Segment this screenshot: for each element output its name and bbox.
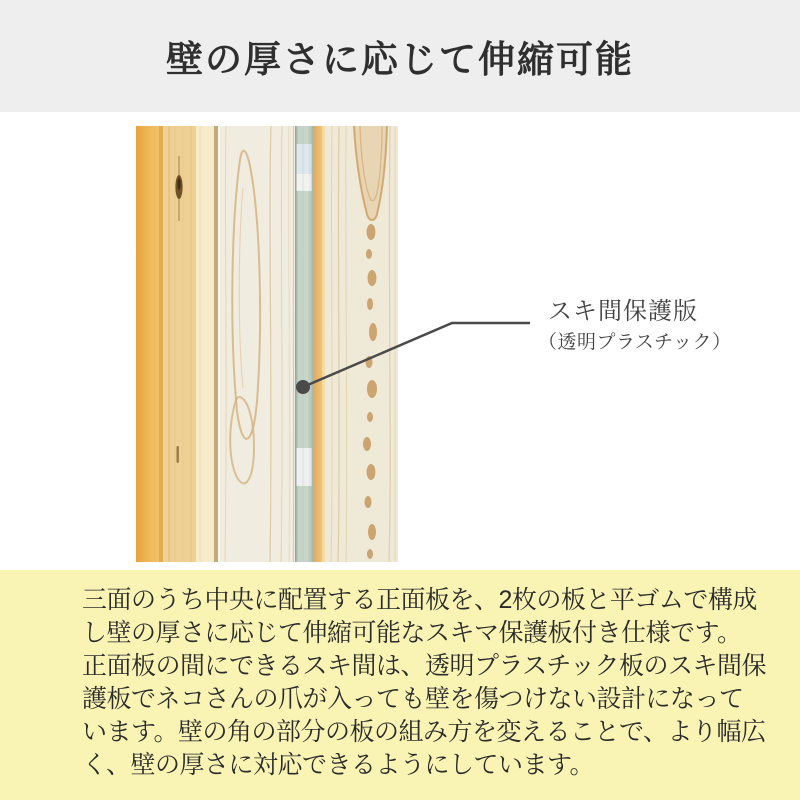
description-line-4: 護板でネコさんの爪が入っても壁を傷つけない設計になって [82,685,744,713]
front-board-left [220,126,295,562]
gap-protection-strip [295,126,313,562]
annotation-sublabel: （透明プラスチック） [538,332,732,353]
description-box [0,570,800,800]
description-line-5: います。壁の角の部分の板の組み方を変えることで、より幅広 [82,718,766,746]
description-line-2: し壁の厚さに応じて伸縮可能なスキマ保護板付き仕様です。 [82,619,742,647]
annotation-callout [538,298,731,355]
description-line-1: 三面のうち中央に配置する正面板を、2枚の板と平ゴムで構成 [82,586,757,614]
front-board-right [313,126,398,562]
photo-illustration [136,126,398,562]
page-title: 壁の厚さに応じて伸縮可能 [166,39,634,80]
description-line-6: く、壁の厚さに対応できるようにしています。 [82,751,595,779]
description-line-3: 正面板の間にできるスキ間は、透明プラスチック板のスキ間保 [82,652,767,680]
product-photo [136,126,398,562]
orange-wall [136,126,163,562]
figure-area [0,112,800,570]
side-wood-board [163,126,221,562]
header [0,0,800,112]
annotation-label: スキ間保護版 [548,298,698,325]
